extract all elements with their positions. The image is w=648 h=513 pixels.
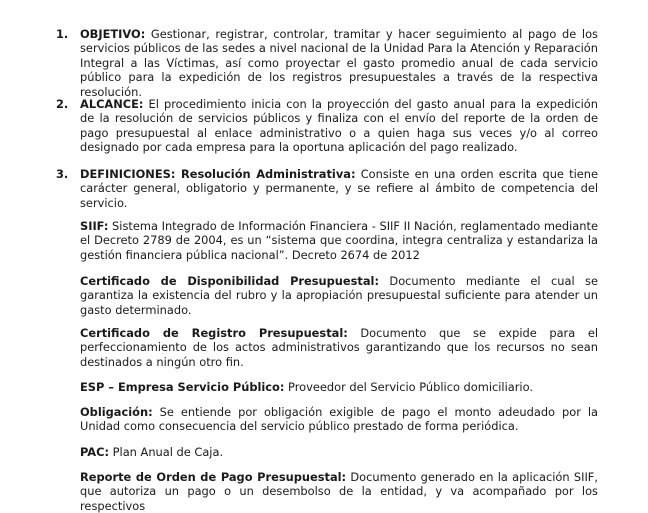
- definition-text: Consiste en una orden escrita que tiene carácter general, obligatorio y permanente, y se refiere al ámbito de competencia del servicio.: [80, 167, 598, 210]
- section-text: Gestionar, registrar, controlar, tramitar y hacer seguimiento al pago de los servicios públicos de las sedes a nivel nacional de la Unidad Para la Atención y Reparación Integral a las Víctimas, así como proyectar el gasto promedio anual de cada servicio público para la expedición de los registros presupuestales a través de la respectiva resolución.: [80, 27, 598, 99]
- definition-paragraph: [80, 274, 598, 317]
- definition-text: Proveedor del Servicio Público domiciliario.: [284, 380, 533, 394]
- section-heading: ALCANCE:: [80, 97, 144, 111]
- section-paragraph: [80, 167, 598, 210]
- definition-term: Certificado de Registro Presupuestal:: [80, 326, 348, 340]
- section-number: 2.: [56, 97, 69, 111]
- section-alcance: [56, 97, 598, 155]
- definition-siif: [80, 219, 598, 262]
- definition-paragraph: [80, 470, 598, 513]
- section-definiciones: [56, 167, 598, 210]
- definition-text: Documento generado en la aplicación SIIF, que autoriza un pago o un desembolso de la entidad, y va acompañado por los respectivos: [80, 470, 598, 513]
- section-objetivo: [56, 27, 598, 99]
- section-number: 3.: [56, 167, 69, 181]
- definition-obligacion: [80, 405, 598, 434]
- section-heading: OBJETIVO:: [80, 27, 146, 41]
- definition-term: SIIF:: [80, 219, 109, 233]
- definition-paragraph: [80, 219, 598, 262]
- definition-paragraph: [80, 380, 598, 394]
- definition-term: ESP – Empresa Servicio Público:: [80, 380, 285, 394]
- definition-term: Reporte de Orden de Pago Presupuestal:: [80, 470, 347, 484]
- section-text: El procedimiento inicia con la proyección del gasto anual para la expedición de la resolución de servicios públicos y finaliza con el envío del reporte de la orden de pago presupuestal al enlace administrativo o a quien haga sus veces y/o al correo designado por cada empresa para la oportuna aplicación del pago realizado.: [80, 97, 598, 155]
- section-number: 1.: [56, 27, 69, 41]
- definition-term: Certificado de Disponibilidad Presupuestal:: [80, 274, 380, 288]
- definition-pac: [80, 445, 598, 459]
- section-heading: DEFINICIONES:: [80, 167, 176, 181]
- definition-cdp: [80, 274, 598, 317]
- definition-crp: [80, 326, 598, 369]
- definition-term: Obligación:: [80, 405, 153, 419]
- definition-text: Sistema Integrado de Información Financiera - SIIF II Nación, reglamentado mediante el Decreto 2789 de 2004, es un “sistema que coordina, integra centraliza y estandariza la gestión financiera pública nacional”. Decreto 2674 de 2012: [80, 219, 598, 262]
- definition-esp: [80, 380, 598, 394]
- definition-reporte-orden-pago: [80, 470, 598, 513]
- section-paragraph: [80, 97, 598, 155]
- definition-paragraph: [80, 445, 598, 459]
- definition-paragraph: [80, 326, 598, 369]
- definition-term: Resolución Administrativa:: [175, 167, 356, 181]
- definition-text: Documento que se expide para el perfeccionamiento de los actos administrativos garantizando que los recursos no sean destinados a ningún otro fin.: [80, 326, 598, 369]
- definition-text: Plan Anual de Caja.: [109, 445, 224, 459]
- section-paragraph: [80, 27, 598, 99]
- definition-text: Se entiende por obligación exigible de pago el monto adeudado por la Unidad como consecuencia del servicio público prestado de forma periódica.: [80, 405, 598, 434]
- definition-paragraph: [80, 405, 598, 434]
- definition-text: Documento mediante el cual se garantiza la existencia del rubro y la apropiación presupuestal suficiente para atender un gasto determinado.: [80, 274, 598, 317]
- definition-term: PAC:: [80, 445, 110, 459]
